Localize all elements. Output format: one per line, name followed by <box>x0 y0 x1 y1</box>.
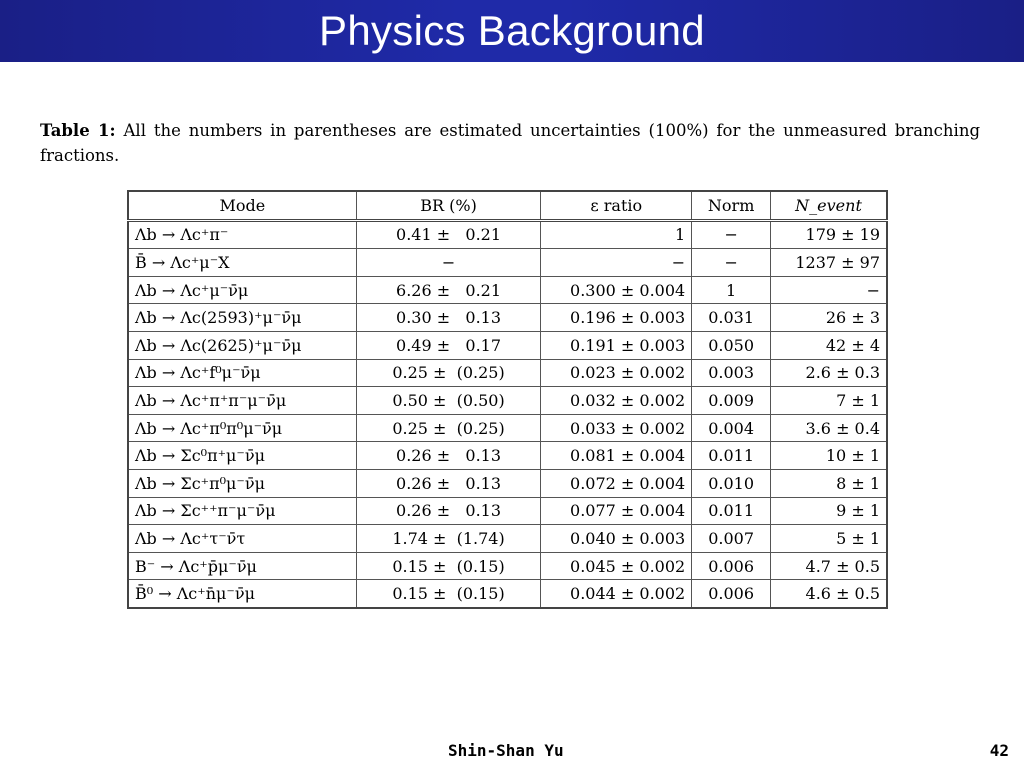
br-cell: 0.50 ± (0.50) <box>356 387 541 415</box>
mode-cell: B⁻ → Λc⁺p̄μ⁻ν̄μ <box>128 552 356 580</box>
caption-text: All the numbers in parentheses are estimated uncertainties (100%) for the unmeasured branching fractions. <box>40 121 981 165</box>
caption-label: Table 1: <box>40 121 116 140</box>
norm-cell: 0.007 <box>692 525 771 553</box>
br-cell: 0.41 ± 0.21 <box>356 220 541 249</box>
mode-cell: Λb → Σc⁰π⁺μ⁻ν̄μ <box>128 442 356 470</box>
table-row <box>128 552 887 580</box>
branching-ratio-table <box>127 190 888 609</box>
eps-ratio-cell: 0.196 ± 0.003 <box>541 304 692 332</box>
table-row <box>128 249 887 277</box>
br-cell: 0.26 ± 0.13 <box>356 442 541 470</box>
eps-ratio-cell: 0.081 ± 0.004 <box>541 442 692 470</box>
eps-ratio-cell: 0.072 ± 0.004 <box>541 469 692 497</box>
nevent-cell: 26 ± 3 <box>771 304 887 332</box>
page-number: 42 <box>989 741 1009 760</box>
nevent-cell: − <box>771 276 887 304</box>
mode-cell: B̄⁰ → Λc⁺n̄μ⁻ν̄μ <box>128 580 356 608</box>
table-row <box>128 469 887 497</box>
br-cell: 0.25 ± (0.25) <box>356 414 541 442</box>
norm-cell: 0.006 <box>692 580 771 608</box>
br-cell: 0.15 ± (0.15) <box>356 580 541 608</box>
footer <box>0 738 1024 762</box>
eps-ratio-cell: 0.045 ± 0.002 <box>541 552 692 580</box>
nevent-cell: 42 ± 4 <box>771 331 887 359</box>
header-norm: Norm <box>692 191 771 220</box>
norm-cell: 0.050 <box>692 331 771 359</box>
header-nevent: N_event <box>771 191 887 220</box>
eps-ratio-cell: 0.023 ± 0.002 <box>541 359 692 387</box>
eps-ratio-cell: 0.077 ± 0.004 <box>541 497 692 525</box>
eps-ratio-cell: 1 <box>541 220 692 249</box>
br-cell: 0.25 ± (0.25) <box>356 359 541 387</box>
nevent-cell: 9 ± 1 <box>771 497 887 525</box>
nevent-cell: 1237 ± 97 <box>771 249 887 277</box>
norm-cell: 0.011 <box>692 442 771 470</box>
mode-cell: Λb → Λc(2593)⁺μ⁻ν̄μ <box>128 304 356 332</box>
nevent-cell: 8 ± 1 <box>771 469 887 497</box>
mode-cell: Λb → Λc⁺f⁰μ⁻ν̄μ <box>128 359 356 387</box>
mode-cell: B̄ → Λc⁺μ⁻X <box>128 249 356 277</box>
nevent-cell: 5 ± 1 <box>771 525 887 553</box>
norm-cell: − <box>692 249 771 277</box>
mode-cell: Λb → Σc⁺π⁰μ⁻ν̄μ <box>128 469 356 497</box>
header-mode: Mode <box>128 191 356 220</box>
norm-cell: 0.031 <box>692 304 771 332</box>
nevent-cell: 10 ± 1 <box>771 442 887 470</box>
norm-cell: 0.003 <box>692 359 771 387</box>
table-row <box>128 276 887 304</box>
norm-cell: 0.010 <box>692 469 771 497</box>
mode-cell: Λb → Λc⁺π⁺π⁻μ⁻ν̄μ <box>128 387 356 415</box>
nevent-cell: 179 ± 19 <box>771 220 887 249</box>
table-row <box>128 580 887 608</box>
table-row <box>128 304 887 332</box>
mode-cell: Λb → Λc⁺π⁻ <box>128 220 356 249</box>
norm-cell: 0.009 <box>692 387 771 415</box>
slide-title: Physics Background <box>319 7 705 54</box>
nevent-cell: 7 ± 1 <box>771 387 887 415</box>
eps-ratio-cell: 0.040 ± 0.003 <box>541 525 692 553</box>
table-row <box>128 387 887 415</box>
header-eps-ratio: ε ratio <box>541 191 692 220</box>
br-cell: 1.74 ± (1.74) <box>356 525 541 553</box>
table-caption <box>40 118 980 168</box>
mode-cell: Λb → Λc⁺μ⁻ν̄μ <box>128 276 356 304</box>
eps-ratio-cell: 0.044 ± 0.002 <box>541 580 692 608</box>
eps-ratio-cell: − <box>541 249 692 277</box>
title-bar <box>0 0 1024 62</box>
br-cell: 0.30 ± 0.13 <box>356 304 541 332</box>
footer-author: Shin-Shan Yu <box>448 741 564 760</box>
table-row <box>128 220 887 249</box>
eps-ratio-cell: 0.300 ± 0.004 <box>541 276 692 304</box>
table-row <box>128 497 887 525</box>
mode-cell: Λb → Σc⁺⁺π⁻μ⁻ν̄μ <box>128 497 356 525</box>
eps-ratio-cell: 0.033 ± 0.002 <box>541 414 692 442</box>
br-cell: 0.15 ± (0.15) <box>356 552 541 580</box>
header-br: BR (%) <box>356 191 541 220</box>
mode-cell: Λb → Λc(2625)⁺μ⁻ν̄μ <box>128 331 356 359</box>
br-cell: 0.49 ± 0.17 <box>356 331 541 359</box>
norm-cell: − <box>692 220 771 249</box>
br-cell: 6.26 ± 0.21 <box>356 276 541 304</box>
eps-ratio-cell: 0.191 ± 0.003 <box>541 331 692 359</box>
br-cell: − <box>356 249 541 277</box>
table-row <box>128 331 887 359</box>
eps-ratio-cell: 0.032 ± 0.002 <box>541 387 692 415</box>
norm-cell: 0.006 <box>692 552 771 580</box>
table-row <box>128 442 887 470</box>
table-row <box>128 414 887 442</box>
table-header-row <box>128 191 887 220</box>
table-body <box>128 220 887 608</box>
norm-cell: 0.004 <box>692 414 771 442</box>
mode-cell: Λb → Λc⁺τ⁻ν̄τ <box>128 525 356 553</box>
nevent-cell: 4.6 ± 0.5 <box>771 580 887 608</box>
norm-cell: 1 <box>692 276 771 304</box>
br-cell: 0.26 ± 0.13 <box>356 469 541 497</box>
mode-cell: Λb → Λc⁺π⁰π⁰μ⁻ν̄μ <box>128 414 356 442</box>
norm-cell: 0.011 <box>692 497 771 525</box>
table-row <box>128 359 887 387</box>
table-row <box>128 525 887 553</box>
nevent-cell: 2.6 ± 0.3 <box>771 359 887 387</box>
nevent-cell: 4.7 ± 0.5 <box>771 552 887 580</box>
nevent-cell: 3.6 ± 0.4 <box>771 414 887 442</box>
br-cell: 0.26 ± 0.13 <box>356 497 541 525</box>
